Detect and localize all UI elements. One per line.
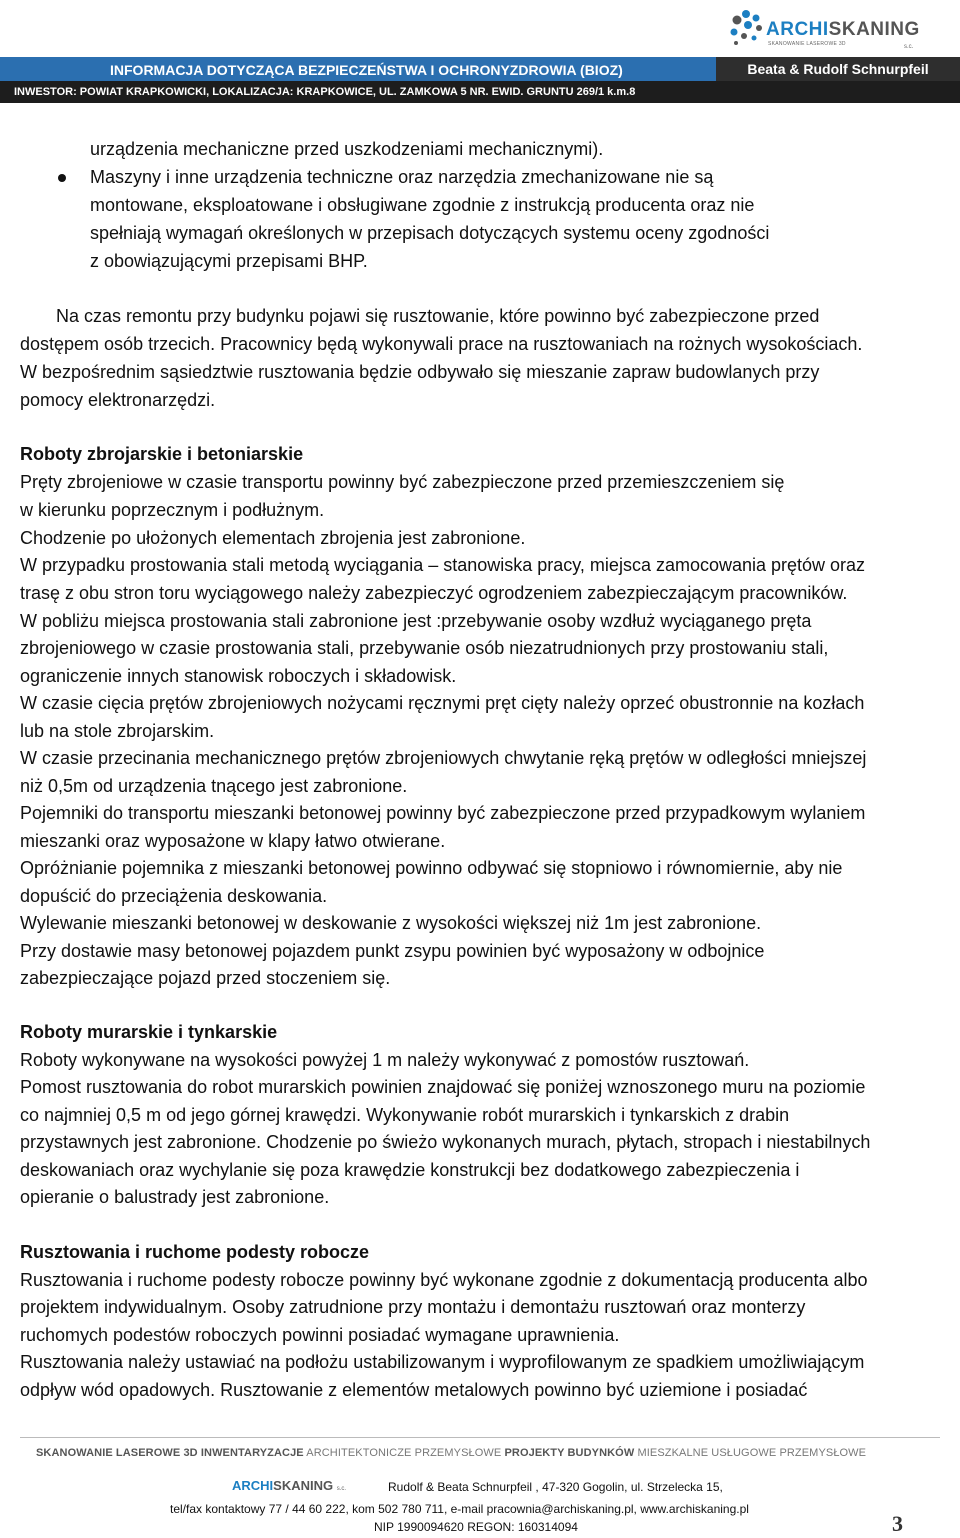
text-line: z obowiązującymi przepisami BHP. [90,251,368,271]
header-investor: INWESTOR: POWIAT KRAPKOWICKI, LOKALIZACJA: KRAPKOWICE, UL. ZAMKOWA 5 NR. EWID. GRUNTU 269/1 k.m.8 [14,86,636,98]
footer-nip: NIP 1990094620 REGON: 160314094 [374,1520,578,1534]
text-line: lub na stole zbrojarskim. [20,721,215,741]
header-title: INFORMACJA DOTYCZĄCA BEZPIECZEŃSTWA I OCHRONYZDROWIA (BIOZ) [110,62,623,78]
text-line: Maszyny i inne urządzenia techniczne oraz narzędzia zmechanizowane nie są [90,167,714,187]
text-line: urządzenia mechaniczne przed uszkodzeniami mechanicznymi). [90,139,604,159]
section-heading-roboty-zbrojarskie: Roboty zbrojarskie i betoniarskie [20,444,304,464]
text-line: Rusztowania i ruchome podesty robocze powinny być wykonane zgodnie z dokumentacją producenta albo [20,1270,868,1290]
text-line: przystawnych jest zabronione. Chodzenie po świeżo wykonanych murach, płytach, stropach i niestabilnych [20,1132,871,1152]
text-line: Rusztowania należy ustawiać na podłożu ustabilizowanym i wyprofilowanym ze spadkiem umożliwiającym [20,1352,865,1372]
section-heading-roboty-murarskie: Roboty murarskie i tynkarskie [20,1022,278,1042]
text-line: zbrojeniowego w czasie prostowania stali, przebywanie osób niezatrudnionych przy prostowaniu stali, [20,638,829,658]
section-heading-rusztowania: Rusztowania i ruchome podesty robocze [20,1242,370,1262]
text-line: spełniają wymagań określonych w przepisach dotyczących systemu oceny zgodności [90,223,770,243]
text-line: pomocy elektronarzędzi. [20,390,216,410]
text-line: projektem indywidualnym. Osoby zatrudnione przy montażu i demontażu rusztowań oraz monterzy [20,1297,806,1317]
bullet-icon [58,174,66,182]
text-line: Wylewanie mieszanki betonowej w deskowanie z wysokości większej niż 1m jest zabronione. [20,913,762,933]
text-line: dopuścić do przeciążenia deskowania. [20,886,328,906]
footer-service-3: ARCHITEKTONICZE PRZEMYSŁOWE [306,1447,502,1459]
footer-service-5: MIESZKALNE USŁUGOWE PRZEMYSŁOWE [637,1447,867,1459]
footer-address: Rudolf & Beata Schnurpfeil , 47-320 Gogolin, ul. Strzelecka 15, [388,1480,723,1494]
logo-dots-icon [726,8,766,48]
text-line: Pręty zbrojeniowe w czasie transportu powinny być zabezpieczone przed przemieszczeniem się [20,472,785,492]
text-line: Chodzenie po ułożonych elementach zbrojenia jest zabronione. [20,528,526,548]
text-line: mieszanki oraz wyposażone w klapy łatwo otwierane. [20,831,446,851]
text-line: Roboty wykonywane na wysokości powyżej 1 m należy wykonywać z pomostów rusztowań. [20,1050,750,1070]
page-number: 3 [892,1511,903,1536]
text-line: montowane, eksploatowane i obsługiwane zgodnie z instrukcją producenta oraz nie [90,195,755,215]
text-line: odpływ wód opadowych. Rusztowanie z elementów metalowych powinno być uziemione i posiadać [20,1380,808,1400]
text-line: Pomost rusztowania do robot murarskich powinien znajdować się poniżej wznoszonego muru na poziomie [20,1077,866,1097]
footer-contact: tel/fax kontaktowy 77 / 44 60 222, kom 502 780 711, e-mail pracownia@archiskaning.pl, www.archiskaning.pl [170,1502,749,1516]
text-line: deskowaniach oraz wychylanie się poza krawędzie konstrukcji bez dodatkowego zabezpieczenia i [20,1160,800,1180]
footer-divider [20,1437,940,1438]
text-line: ograniczenie innych stanowisk roboczych i składowisk. [20,666,457,686]
footer-logo: ARCHISKANING s.c. [232,1478,347,1493]
footer-services [36,1447,866,1459]
header-bar [0,57,960,103]
logo-subtitle: SKANOWANIE LASEROWE 3D [768,41,846,47]
text-line: trasę z obu stron toru wyciągowego należy zabezpieczyć ogrodzeniem zabezpieczającym pracowników. [20,583,848,603]
text-line: Opróżnianie pojemnika z mieszanki betonowej powinno odbywać się stopniowo i równomiernie, aby nie [20,858,843,878]
text-line: dostępem osób trzecich. Pracownicy będą wykonywali prace na rusztowaniach na rożnych wysokościach. [20,334,863,354]
text-line: W czasie cięcia prętów zbrojeniowych nożycami ręcznymi pręt cięty należy oprzeć obustronnie na kozłach [20,693,865,713]
text-line: W czasie przecinania mechanicznego prętów zbrojeniowych chwytanie ręką prętów w odległości mniejszej [20,748,867,768]
text-line: co najmniej 0,5 m od jego górnej krawędzi. Wykonywanie robót murarskich i tynkarskich z drabin [20,1105,790,1125]
text-line: Przy dostawie masy betonowej pojazdem punkt zsypu powinien być wyposażony w odbojnice [20,941,765,961]
header-owners: Beata & Rudolf Schnurpfeil [716,57,960,81]
text-line: zabezpieczające pojazd przed stoczeniem się. [20,968,391,988]
text-line: W pobliżu miejsca prostowania stali zabronione jest :przebywanie osoby wzdłuż wyciąganego pręta [20,611,812,631]
footer-service-1: SKANOWANIE LASEROWE 3D [36,1447,198,1459]
text-line: opieranie o balustrady jest zabronione. [20,1187,330,1207]
text-line: ruchomych podestów roboczych powinni posiadać wymagane uprawnienia. [20,1325,620,1345]
text-line: Pojemniki do transportu mieszanki betonowej powinny być zabezpieczone przed przypadkowym wylaniem [20,803,866,823]
logo-sc: s.c. [904,44,914,50]
text-line: Na czas remontu przy budynku pojawi się rusztowanie, które powinno być zabezpieczone przed [56,306,820,326]
footer-service-2: INWENTARYZACJE [200,1447,304,1459]
header-title-band [0,57,716,81]
footer-service-4: PROJEKTY BUDYNKÓW [504,1447,635,1459]
text-line: w kierunku poprzecznym i podłużnym. [20,500,325,520]
archiskaning-logo [726,8,936,50]
logo-wordmark: ARCHISKANING [766,19,920,40]
text-line: niż 0,5m od urządzenia tnącego jest zabronione. [20,776,408,796]
text-line: W bezpośrednim sąsiedztwie rusztowania będzie odbywało się mieszanie zapraw budowlanych przy [20,362,820,382]
text-line: W przypadku prostowania stali metodą wyciągania – stanowiska pracy, miejsca zamocowania prętów oraz [20,555,866,575]
